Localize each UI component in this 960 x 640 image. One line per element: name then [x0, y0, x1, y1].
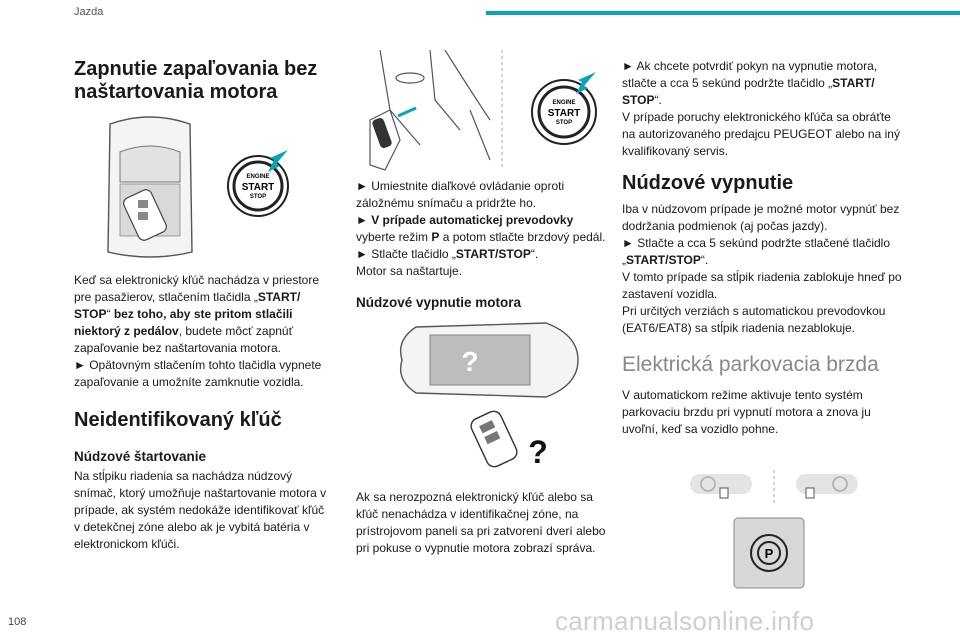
watermark: carmanualsonline.info [555, 606, 815, 636]
paragraph-emergency-sensor: Na stĺpiku riadenia sa nachádza núdzový snímač, ktorý umožňuje naštartovanie motora v prípade, ak systém nedokáže identifikovať kľúč v detekčnej zóne alebo ak je vybitá batéria v elektronickom kľúči. [74, 469, 327, 551]
svg-text:P: P [764, 546, 774, 561]
paragraph-eat-versions: Pri určitých verziách s automatickou prevodovkou (EAT6/EAT8) sa stĺpik riadenia nezablokuje. [622, 304, 886, 335]
subtitle-emergency-start: Núdzové štartovanie [74, 449, 207, 464]
section-title-emergency-stop: Núdzové vypnutie [622, 172, 794, 194]
unknown-key-illustration [396, 315, 596, 475]
start-stop-2-label-stop: STOP [555, 120, 573, 126]
subtitle-emergency-shutdown: Núdzové vypnutie motora [356, 295, 522, 310]
question-mark-car: ? [461, 346, 479, 377]
running-header: Jazda [74, 6, 104, 18]
start-stop-label-stop: STOP [249, 194, 267, 200]
paragraph-place-remote: ► Umiestnite diaľkové ovládanie oproti záložnému snímaču a pridržte ho. [356, 179, 565, 210]
car-top-view-question-icon [401, 323, 578, 397]
paragraph-key-not-recognized: Ak sa nerozpozná elektronický kľúč alebo sa kľúč nenachádza v identifikačnej zóne, na prístrojovom paneli sa pri zatvorení dverí alebo pri pokuse o vypnutie motora zobrazí správa. [356, 490, 606, 555]
paragraph-engine-starts: Motor sa naštartuje. [356, 264, 463, 278]
paragraph-parking-brake-auto: V automatickom režime aktivuje tento systém parkovaciu brzdu pri vypnutí motora a znova ju uvoľní, keď sa vozidlo pohne. [622, 388, 871, 436]
column-3 [622, 58, 904, 438]
start-stop-label-engine: ENGINE [246, 174, 270, 180]
section-title-ignition: Zapnutie zapaľovania bez naštartovania motora [74, 58, 318, 103]
electronic-key-question-icon [469, 409, 548, 470]
parking-brake-illustration [690, 460, 860, 590]
paragraph-confirm-shutdown: ► Ak chcete potvrdiť pokyn na vypnutie motora, stlačte a cca 5 sekúnd podržte tlačidlo „START/ STOP“. [622, 59, 878, 107]
car-key-illustration [100, 112, 310, 262]
column-1 [74, 58, 324, 104]
car-top-view-icon [108, 117, 192, 257]
paragraph-emergency-only: Iba v núdzovom prípade je možné motor vypnúť bez dodržania podmienok (aj počas jazdy). [622, 202, 900, 233]
hand-holding-key-icon [370, 108, 416, 170]
start-stop-button-icon-2 [532, 72, 596, 144]
question-mark-key: ? [528, 434, 548, 470]
steering-wheel-icon-right [796, 474, 858, 498]
section-title-parking-brake: Elektrická parkovacia brzda [622, 353, 879, 376]
paragraph-column-locks: V tomto prípade sa stĺpik riadenia zablokuje hneď po zastavení vozidla. [622, 270, 902, 301]
paragraph-hold-5-seconds: ► Stlačte a cca 5 sekúnd podržte stlačené tlačidlo „START/STOP“. [622, 236, 891, 267]
paragraph-key-in-cabin: Keď sa elektronický kľúč nachádza v priestore pre pasažierov, stlačením tlačidla „START/ STOP“ bez toho, aby ste pritom stlačili niektorý z pedálov, budete môcť zapnúť zapaľovanie bez naštartovania motora. [74, 273, 319, 355]
header-accent-bar [486, 11, 960, 15]
column-1-body [74, 272, 330, 553]
paragraph-press-again: ► Opätovným stlačením tohto tlačidla vypnete zapaľovanie a umožníte zamknutie vozidla. [74, 358, 322, 389]
start-stop-2-label-engine: ENGINE [552, 100, 576, 106]
paragraph-press-start-stop: ► Stlačte tlačidlo „START/STOP“. [356, 247, 539, 261]
page-number: 108 [8, 616, 27, 628]
steering-wheel-icon-left [690, 474, 752, 498]
paragraph-automatic-gearbox: ► V prípade automatickej prevodovky vyberte režim P a potom stlačte brzdový pedál. [356, 213, 606, 244]
start-stop-2-label-start: START [547, 108, 581, 119]
column-2-body [356, 178, 616, 311]
steering-column-illustration [350, 50, 610, 175]
paragraph-key-failure: V prípade poruchy elektronického kľúča sa obráťte na autorizovaného predajcu PEUGEOT alebo na iný kvalifikovaný servis. [622, 110, 900, 158]
parking-brake-button-icon [734, 518, 804, 588]
start-stop-label-start: START [241, 182, 275, 193]
column-2-bottom [356, 489, 618, 557]
section-title-unidentified-key: Neidentifikovaný kľúč [74, 409, 282, 431]
start-stop-button-icon [228, 150, 288, 216]
